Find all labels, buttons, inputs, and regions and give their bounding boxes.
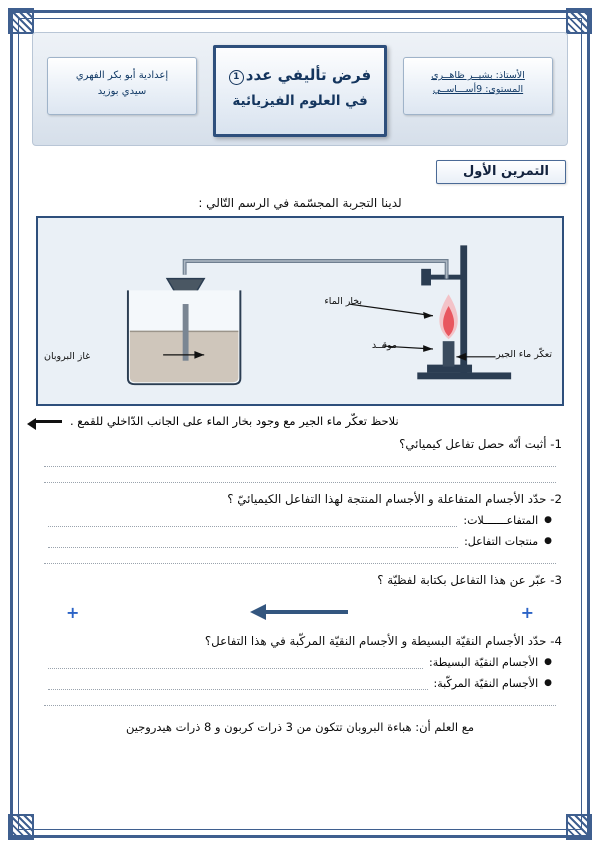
answer-fill	[48, 515, 457, 527]
question-4-bullet-2	[48, 676, 552, 690]
bullet-dot-icon: ●	[544, 515, 552, 525]
label-water-vapor: بخار الماء	[324, 296, 362, 307]
arrow-left-icon	[36, 420, 62, 423]
question-3: 3- عبّر عن هذا التفاعل بكتابة لفظيّة ؟	[377, 573, 562, 587]
arrow-head	[250, 604, 266, 620]
school-info-box	[47, 57, 197, 115]
question-4-bullet-1	[48, 655, 552, 669]
arrow-shaft	[264, 610, 348, 614]
observation-row	[36, 414, 564, 428]
reaction-scheme	[66, 599, 534, 625]
answer-fill	[48, 536, 458, 548]
exam-title-box	[213, 45, 387, 137]
question-4: 4- حدّد الأجسام النقيّة البسيطة و الأجسام النقيّة المركّبة في هذا التفاعل؟	[204, 634, 562, 648]
exam-title-text: فرض تأليفي عدد	[245, 66, 372, 84]
footnote: مع العلم أن: هباءة البروبان تتكون من 3 ذرات كربون و 8 ذرات هيدروجين	[125, 720, 475, 734]
exam-title-line1	[216, 66, 384, 85]
experiment-figure	[36, 216, 564, 406]
answer-fill	[48, 657, 423, 669]
document-header	[32, 32, 568, 146]
plus-sign-left: +	[66, 602, 80, 622]
answer-fill	[48, 678, 428, 690]
question-2-bullet-2	[48, 534, 552, 548]
grade-level: المستوى: 9أســـاســي	[432, 84, 524, 96]
bullet-dot-icon: ●	[544, 536, 552, 546]
bullet-label: الأجسام النقيّة البسيطة:	[429, 656, 539, 669]
reaction-arrow-icon	[252, 607, 348, 617]
bullet-label: منتجات التفاعل:	[464, 535, 539, 548]
school-city: سيدي بوزيد	[97, 86, 147, 97]
page-content	[26, 26, 574, 822]
plus-sign-right: +	[520, 602, 534, 622]
answer-line	[44, 694, 556, 706]
answer-line	[44, 455, 556, 467]
experiment-diagram	[38, 218, 562, 400]
label-lime-water-turbid: تعكّر ماء الجير	[496, 349, 552, 360]
bullet-dot-icon: ●	[544, 657, 552, 667]
bullet-label: الأجسام النقيّة المركّبة:	[433, 677, 539, 690]
observation-text: نلاحظ تعكّر ماء الجير مع وجود بخار الماء على الجانب الدّاخلي للقمع .	[70, 414, 399, 428]
label-burner: موقــد	[371, 340, 397, 351]
bullet-dot-icon: ●	[544, 678, 552, 688]
bullet-label: المتفاعـــــــلات:	[463, 514, 539, 527]
exam-number-badge: 1	[229, 70, 244, 85]
answer-line	[44, 471, 556, 483]
answer-line	[44, 552, 556, 564]
question-2-bullet-1	[48, 513, 552, 527]
label-propane-gas: غاز البروبان	[44, 351, 91, 362]
exam-subject: في العلوم الفيزيائية	[232, 93, 368, 109]
question-1: 1- أثبت أنّه حصل تفاعل كيميائي؟	[399, 437, 562, 451]
teacher-info-box	[403, 57, 553, 115]
question-2: 2- حدّد الأجسام المتفاعلة و الأجسام المنتجة لهذا التفاعل الكيميائيّ ؟	[227, 492, 562, 506]
school-name: إعدادية أبو بكر الفهري	[75, 70, 169, 81]
exercise-lead-text: لدينا التجربة المجسّمة في الرسم التّالي :	[198, 196, 402, 210]
exercise-title-row	[34, 160, 566, 184]
teacher-name: الأستاذ: بشيــر ظاهــري	[431, 70, 525, 81]
exercise-title: التمرين الأول	[436, 160, 566, 184]
